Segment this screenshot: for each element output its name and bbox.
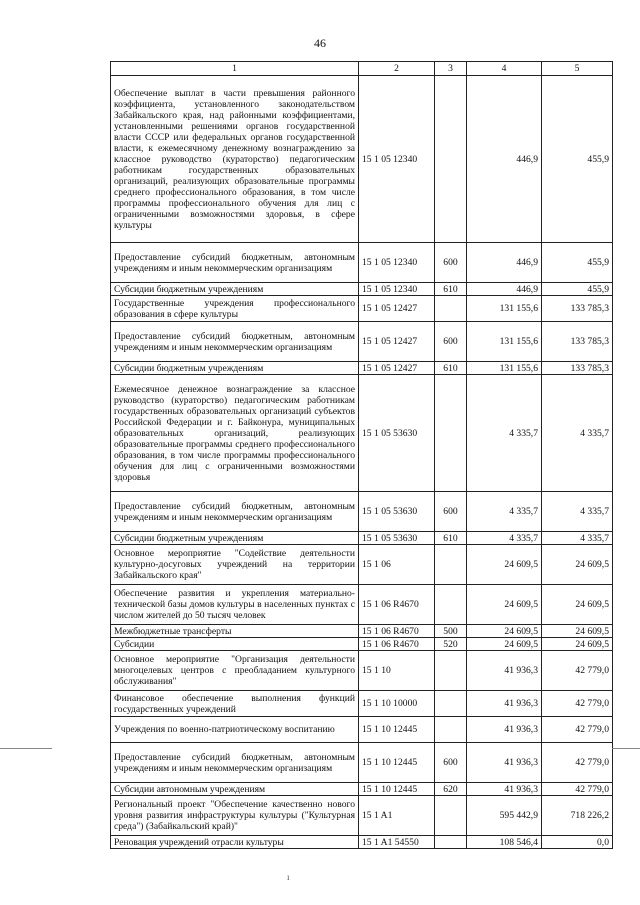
row-name: Субсидии автономным учреждениям xyxy=(111,783,359,796)
row-name: Субсидии бюджетным учреждениям xyxy=(111,532,359,545)
row-code: 15 1 10 12445 xyxy=(359,743,435,783)
row-code: 15 1 05 12427 xyxy=(359,296,435,322)
row-code: 15 1 06 xyxy=(359,545,435,585)
row-name: Обеспечение выплат в части превышения районного коэффициента, установленного законодательством Забайкальского края, над районными коэффициентами, установленными решениями органов государственной власти СССР или федеральных органов государственной власти, к ежемесячному денежному вознаграждению за классное руководство (кураторство) педагогическим работникам государственных образовательных организаций, реализующих образовательные программы среднего профессионального образования, в том числе программы профессионального обучения для лиц с ограниченными возможностями здоровья, в сфере культуры xyxy=(111,76,359,243)
row-amount-1: 131 155,6 xyxy=(467,296,542,322)
row-name: Субсидии бюджетным учреждениям xyxy=(111,283,359,296)
row-amount-2: 42 779,0 xyxy=(542,691,613,717)
row-amount-1: 446,9 xyxy=(467,283,542,296)
row-amount-1: 108 546,4 xyxy=(467,836,542,849)
row-amount-1: 131 155,6 xyxy=(467,362,542,375)
row-amount-2: 24 609,5 xyxy=(542,638,613,651)
row-amount-1: 446,9 xyxy=(467,76,542,243)
header-expense-type: 3 xyxy=(435,62,467,76)
row-name: Государственные учреждения профессионального образования в сфере культуры xyxy=(111,296,359,322)
table-row xyxy=(111,743,613,783)
row-name: Предоставление субсидий бюджетным, автономным учреждениям и иным некоммерческим организациям xyxy=(111,322,359,362)
row-amount-2: 4 335,7 xyxy=(542,532,613,545)
row-amount-2: 42 779,0 xyxy=(542,717,613,743)
table-row xyxy=(111,322,613,362)
row-amount-1: 24 609,5 xyxy=(467,545,542,585)
row-expense-type: 610 xyxy=(435,362,467,375)
margin-line-left xyxy=(0,748,52,749)
row-amount-1: 446,9 xyxy=(467,243,542,283)
row-expense-type xyxy=(435,651,467,691)
row-amount-1: 4 335,7 xyxy=(467,492,542,532)
row-code: 15 1 A1 xyxy=(359,796,435,836)
row-amount-1: 595 442,9 xyxy=(467,796,542,836)
row-code: 15 1 06 R4670 xyxy=(359,625,435,638)
row-amount-2: 24 609,5 xyxy=(542,585,613,625)
scan-mark: ı xyxy=(287,872,290,882)
row-name: Ежемесячное денежное вознаграждение за классное руководство (кураторство) педагогическим работникам государственных образовательных организаций субъектов Российской Федерации и г. Байконура, муниципальных образовательных организаций, реализующих образовательные программы среднего профессионального образования, в том числе программы профессионального обучения для лиц с ограниченными возможностями здоровья xyxy=(111,375,359,492)
table-row xyxy=(111,76,613,243)
row-amount-2: 4 335,7 xyxy=(542,492,613,532)
row-amount-1: 41 936,3 xyxy=(467,651,542,691)
table-row xyxy=(111,638,613,651)
row-expense-type xyxy=(435,717,467,743)
table-row xyxy=(111,625,613,638)
row-amount-2: 24 609,5 xyxy=(542,545,613,585)
row-amount-2: 24 609,5 xyxy=(542,625,613,638)
row-expense-type: 600 xyxy=(435,322,467,362)
row-code: 15 1 05 12340 xyxy=(359,76,435,243)
row-code: 15 1 10 10000 xyxy=(359,691,435,717)
row-amount-2: 133 785,3 xyxy=(542,322,613,362)
table-row xyxy=(111,492,613,532)
row-code: 15 1 10 12445 xyxy=(359,783,435,796)
row-amount-1: 41 936,3 xyxy=(467,783,542,796)
row-code: 15 1 05 12427 xyxy=(359,362,435,375)
row-expense-type xyxy=(435,296,467,322)
budget-table xyxy=(110,61,613,849)
row-name: Предоставление субсидий бюджетным, автономным учреждениям и иным некоммерческим организациям xyxy=(111,243,359,283)
row-expense-type: 610 xyxy=(435,283,467,296)
row-name: Основное мероприятие "Содействие деятельности культурно-досуговых учреждений на территории Забайкальского края" xyxy=(111,545,359,585)
row-code: 15 1 05 12427 xyxy=(359,322,435,362)
row-amount-2: 0,0 xyxy=(542,836,613,849)
row-code: 15 1 A1 54550 xyxy=(359,836,435,849)
row-expense-type xyxy=(435,585,467,625)
row-amount-2: 133 785,3 xyxy=(542,362,613,375)
page-number: 46 xyxy=(314,36,326,50)
row-expense-type: 600 xyxy=(435,243,467,283)
row-amount-1: 4 335,7 xyxy=(467,375,542,492)
row-amount-1: 24 609,5 xyxy=(467,638,542,651)
row-amount-1: 24 609,5 xyxy=(467,625,542,638)
table-body xyxy=(111,76,613,849)
row-code: 15 1 10 12445 xyxy=(359,717,435,743)
row-code: 15 1 05 12340 xyxy=(359,283,435,296)
table-row xyxy=(111,296,613,322)
table-row xyxy=(111,545,613,585)
row-expense-type: 600 xyxy=(435,743,467,783)
row-code: 15 1 05 53630 xyxy=(359,532,435,545)
row-name: Субсидии бюджетным учреждениям xyxy=(111,362,359,375)
row-amount-1: 131 155,6 xyxy=(467,322,542,362)
row-amount-1: 24 609,5 xyxy=(467,585,542,625)
row-name: Субсидии xyxy=(111,638,359,651)
header-amount-2: 5 xyxy=(542,62,613,76)
row-expense-type xyxy=(435,691,467,717)
row-name: Учреждения по военно-патриотическому воспитанию xyxy=(111,717,359,743)
row-name: Региональный проект "Обеспечение качественно нового уровня развития инфраструктуры культуры ("Культурная среда") (Забайкальский край)" xyxy=(111,796,359,836)
header-name: 1 xyxy=(111,62,359,76)
row-name: Межбюджетные трансферты xyxy=(111,625,359,638)
margin-line-right xyxy=(612,748,640,749)
row-name: Предоставление субсидий бюджетным, автономным учреждениям и иным некоммерческим организациям xyxy=(111,492,359,532)
table-row xyxy=(111,362,613,375)
table-row xyxy=(111,691,613,717)
table-row xyxy=(111,532,613,545)
table-header-row xyxy=(111,62,613,76)
header-code: 2 xyxy=(359,62,435,76)
row-code: 15 1 06 R4670 xyxy=(359,585,435,625)
row-amount-1: 4 335,7 xyxy=(467,532,542,545)
row-name: Предоставление субсидий бюджетным, автономным учреждениям и иным некоммерческим организациям xyxy=(111,743,359,783)
table-row xyxy=(111,375,613,492)
row-code: 15 1 10 xyxy=(359,651,435,691)
row-amount-2: 42 779,0 xyxy=(542,651,613,691)
row-code: 15 1 05 53630 xyxy=(359,492,435,532)
header-amount-1: 4 xyxy=(467,62,542,76)
row-name: Обеспечение развития и укрепления материально-технической базы домов культуры в населенных пунктах с числом жителей до 50 тысяч человек xyxy=(111,585,359,625)
row-expense-type: 500 xyxy=(435,625,467,638)
table-row xyxy=(111,836,613,849)
row-expense-type xyxy=(435,375,467,492)
row-expense-type: 610 xyxy=(435,532,467,545)
row-code: 15 1 05 53630 xyxy=(359,375,435,492)
row-amount-2: 133 785,3 xyxy=(542,296,613,322)
row-amount-2: 4 335,7 xyxy=(542,375,613,492)
table-row xyxy=(111,585,613,625)
row-expense-type xyxy=(435,796,467,836)
row-amount-2: 718 226,2 xyxy=(542,796,613,836)
row-code: 15 1 06 R4670 xyxy=(359,638,435,651)
row-expense-type: 600 xyxy=(435,492,467,532)
row-name: Финансовое обеспечение выполнения функций государственных учреждений xyxy=(111,691,359,717)
row-name: Реновация учреждений отрасли культуры xyxy=(111,836,359,849)
table-row xyxy=(111,283,613,296)
row-amount-2: 455,9 xyxy=(542,76,613,243)
row-amount-1: 41 936,3 xyxy=(467,717,542,743)
table-row xyxy=(111,783,613,796)
row-amount-2: 42 779,0 xyxy=(542,783,613,796)
row-expense-type xyxy=(435,545,467,585)
row-amount-1: 41 936,3 xyxy=(467,691,542,717)
row-amount-2: 455,9 xyxy=(542,283,613,296)
table-row xyxy=(111,796,613,836)
row-expense-type xyxy=(435,836,467,849)
row-amount-2: 42 779,0 xyxy=(542,743,613,783)
row-expense-type xyxy=(435,76,467,243)
row-name: Основное мероприятие "Организация деятельности многоцелевых центров с преобладанием культурного обслуживания" xyxy=(111,651,359,691)
row-code: 15 1 05 12340 xyxy=(359,243,435,283)
row-amount-2: 455,9 xyxy=(542,243,613,283)
table-row xyxy=(111,717,613,743)
row-expense-type: 520 xyxy=(435,638,467,651)
row-expense-type: 620 xyxy=(435,783,467,796)
table-row xyxy=(111,243,613,283)
table-row xyxy=(111,651,613,691)
row-amount-1: 41 936,3 xyxy=(467,743,542,783)
